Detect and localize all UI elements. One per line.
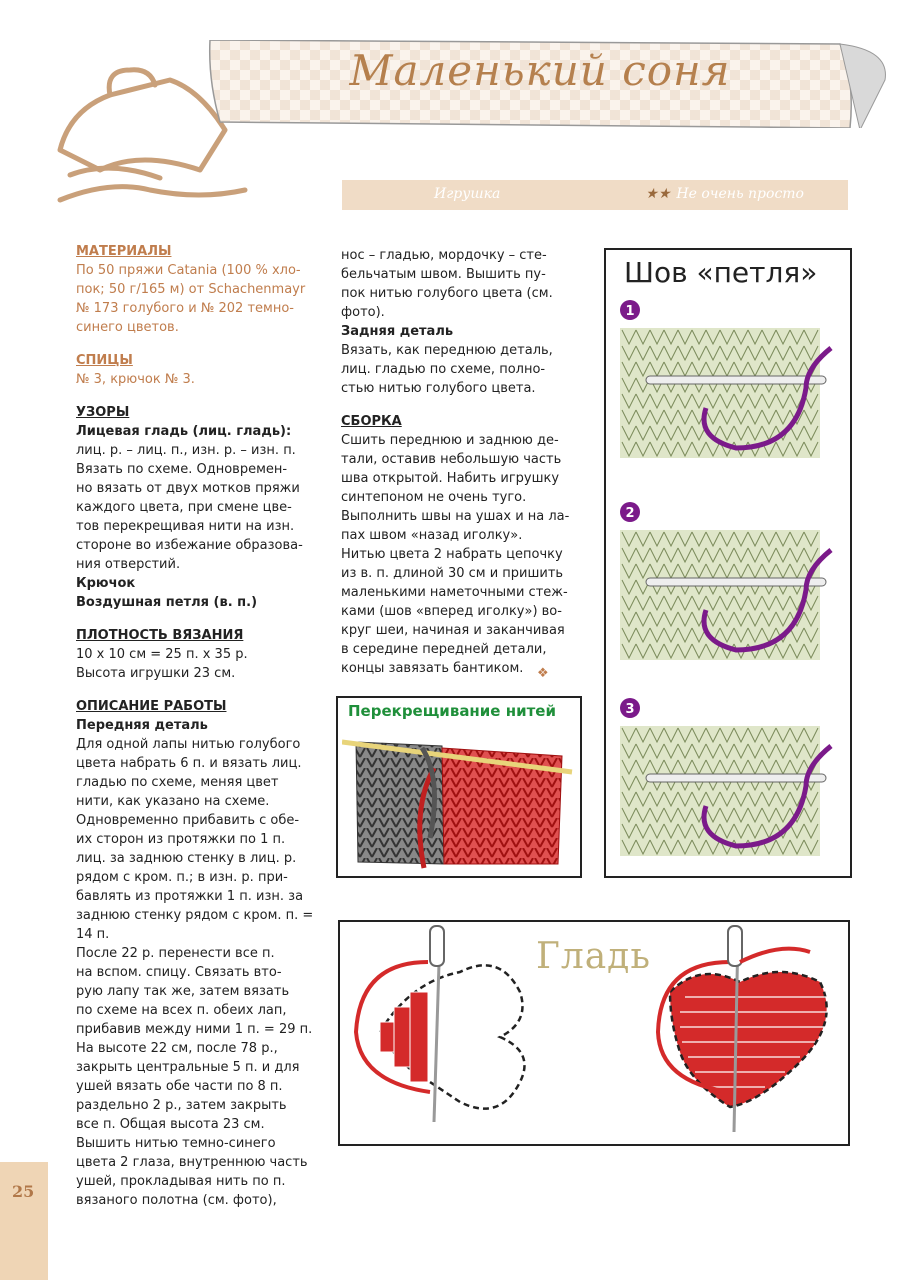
- text-line: цвета набрать 6 п. и вязать лиц.: [76, 756, 302, 771]
- stockinette-line: каждого цвета, при смене цве-: [76, 500, 292, 515]
- step-number: 2: [625, 506, 635, 521]
- text-line: маленькими наметочными стеж-: [341, 585, 568, 600]
- text-line: синтепоном не очень туго.: [341, 490, 527, 505]
- text-line: раздельно 2 р., затем закрыть: [76, 1098, 287, 1113]
- stockinette-line: Вязать по схеме. Одновремен-: [76, 462, 288, 477]
- stockinette-line: лиц. р. – лиц. п., изн. р. – изн. п.: [76, 443, 296, 458]
- assembly-text: [341, 431, 591, 678]
- page-title: Маленький соня: [349, 46, 731, 95]
- stockinette-line: ния отверстий.: [76, 557, 181, 572]
- text-line: гладью по схеме, меняя цвет: [76, 775, 279, 790]
- text-line: На высоте 22 см, после 78 р.,: [76, 1041, 278, 1056]
- gauge-heading: ПЛОТНОСТЬ ВЯЗАНИЯ: [76, 628, 244, 643]
- end-mark: ❖: [537, 666, 549, 681]
- hook-heading: Крючок: [76, 576, 136, 591]
- materials-line: синего цветов.: [76, 320, 179, 335]
- step-number: 3: [625, 702, 635, 717]
- text-line: концы завязать бантиком.: [341, 661, 524, 676]
- mid-line: нос – гладью, мордочку – сте-: [341, 248, 547, 263]
- loop-step: [620, 300, 831, 458]
- mid-line: бельчатым швом. Вышить пу-: [341, 267, 546, 282]
- crossing-threads-illustration: [342, 728, 576, 872]
- gauge-line: 10 х 10 см = 25 п. х 35 р.: [76, 647, 248, 662]
- satin-stitch-illustration: [340, 922, 848, 1144]
- needle: [646, 376, 826, 384]
- front-part-heading: Передняя деталь: [76, 718, 208, 733]
- text-line: шва открытой. Набить игрушку: [341, 471, 560, 486]
- knit-swatch: [620, 530, 820, 660]
- step-number: 1: [625, 304, 635, 319]
- text-line: После 22 р. перенести все п.: [76, 946, 275, 961]
- mid-line: пок нитью голубого цвета (см.: [341, 286, 553, 301]
- page-number: 25: [12, 1182, 35, 1201]
- back-line: лиц. гладью по схеме, полно-: [341, 362, 546, 377]
- text-line: из в. п. длиной 30 см и пришить: [341, 566, 564, 581]
- stockinette-line: но вязать от двух мотков пряжи: [76, 481, 300, 496]
- text-line: нити, как указано на схеме.: [76, 794, 270, 809]
- text-line: Выполнить швы на ушах и на ла-: [341, 509, 570, 524]
- text-line: цвета 2 глаза, внутреннюю часть: [76, 1155, 308, 1170]
- text-line: в середине передней детали,: [341, 642, 547, 657]
- knit-swatch: [620, 726, 820, 856]
- needle: [646, 578, 826, 586]
- text-line: ушей, прокладывая нить по п.: [76, 1174, 286, 1189]
- text-line: Вышить нитью темно-синего: [76, 1136, 276, 1151]
- text-line: Нитью цвета 2 набрать цепочку: [341, 547, 563, 562]
- patterns-heading: УЗОРЫ: [76, 405, 130, 420]
- materials-line: № 173 голубого и № 202 темно-: [76, 301, 294, 316]
- left-column: [76, 242, 326, 1210]
- text-line: вязаного полотна (см. фото),: [76, 1193, 277, 1208]
- text-line: закрыть центральные 5 п. и для: [76, 1060, 300, 1075]
- crossing-threads-figure: [336, 696, 582, 878]
- text-line: тали, оставив небольшую часть: [341, 452, 562, 467]
- stockinette-heading: Лицевая гладь (лиц. гладь):: [76, 424, 292, 439]
- materials-heading: МАТЕРИАЛЫ: [76, 244, 172, 259]
- mid-line: фото).: [341, 305, 385, 320]
- back-part-heading: Задняя деталь: [341, 324, 454, 339]
- category-bar: [342, 180, 848, 210]
- text-line: на вспом. спицу. Связать вто-: [76, 965, 282, 980]
- back-line: стью нитью голубого цвета.: [341, 381, 536, 396]
- chain-heading: Воздушная петля (в. п.): [76, 595, 258, 610]
- text-line: ушей вязать обе части по 8 п.: [76, 1079, 283, 1094]
- needle: [646, 774, 826, 782]
- text-line: бавлять из протяжки 1 п. изн. за: [76, 889, 304, 904]
- middle-column: [341, 246, 591, 681]
- page-number-tab: [0, 1162, 48, 1280]
- loop-stitch-figure: [604, 248, 852, 878]
- materials-line: пок; 50 г/165 м) от Schachenmayr: [76, 282, 306, 297]
- difficulty-stars: ★★: [645, 186, 671, 202]
- needles-heading: СПИЦЫ: [76, 353, 133, 368]
- text-line: все п. Общая высота 23 см.: [76, 1117, 265, 1132]
- text-line: пах швом «назад иголку».: [341, 528, 523, 543]
- text-line: рую лапу так же, затем вязать: [76, 984, 290, 999]
- text-line: прибавив между ними 1 п. = 29 п.: [76, 1022, 313, 1037]
- loop-step: [620, 698, 831, 856]
- text-line: Для одной лапы нитью голубого: [76, 737, 301, 752]
- text-line: ками (шов «вперед иголку») во-: [341, 604, 562, 619]
- gauge-line: Высота игрушки 23 см.: [76, 666, 236, 681]
- back-line: Вязать, как переднюю деталь,: [341, 343, 553, 358]
- assembly-heading: СБОРКА: [341, 414, 402, 429]
- stockinette-line: стороне во избежание образова-: [76, 538, 303, 553]
- needles-text: № 3, крючок № 3.: [76, 372, 195, 387]
- text-line: рядом с кром. п.; в изн. р. при-: [76, 870, 288, 885]
- category-label: Игрушка: [434, 186, 501, 202]
- loop-stitch-title: Шов «петля»: [624, 256, 818, 289]
- text-line: их сторон из протяжки по 1 п.: [76, 832, 286, 847]
- description-heading: ОПИСАНИЕ РАБОТЫ: [76, 699, 227, 714]
- text-line: по схеме на всех п. обеих лап,: [76, 1003, 287, 1018]
- satin-stitch-figure: [338, 920, 850, 1146]
- difficulty-label: [645, 186, 804, 202]
- front-part-text: [76, 735, 326, 1210]
- stockinette-line: тов перекрещивая нити на изн.: [76, 519, 295, 534]
- satin-stitch-title: Гладь: [536, 936, 651, 977]
- text-line: Одновременно прибавить с обе-: [76, 813, 300, 828]
- text-line: лиц. за заднюю стенку в лиц. р.: [76, 851, 297, 866]
- text-line: круг шеи, начиная и заканчивая: [341, 623, 565, 638]
- difficulty-text: Не очень просто: [676, 186, 804, 202]
- materials-line: По 50 пряжи Catania (100 % хло-: [76, 263, 301, 278]
- loop-step: [620, 502, 831, 660]
- loop-stitch-steps: [606, 290, 850, 874]
- text-line: Сшить переднюю и заднюю де-: [341, 433, 559, 448]
- knit-swatch: [620, 328, 820, 458]
- text-line: 14 п.: [76, 927, 110, 942]
- text-line: заднюю стенку рядом с кром. п. =: [76, 908, 314, 923]
- crossing-threads-title: Перекрещивание нитей: [348, 702, 556, 720]
